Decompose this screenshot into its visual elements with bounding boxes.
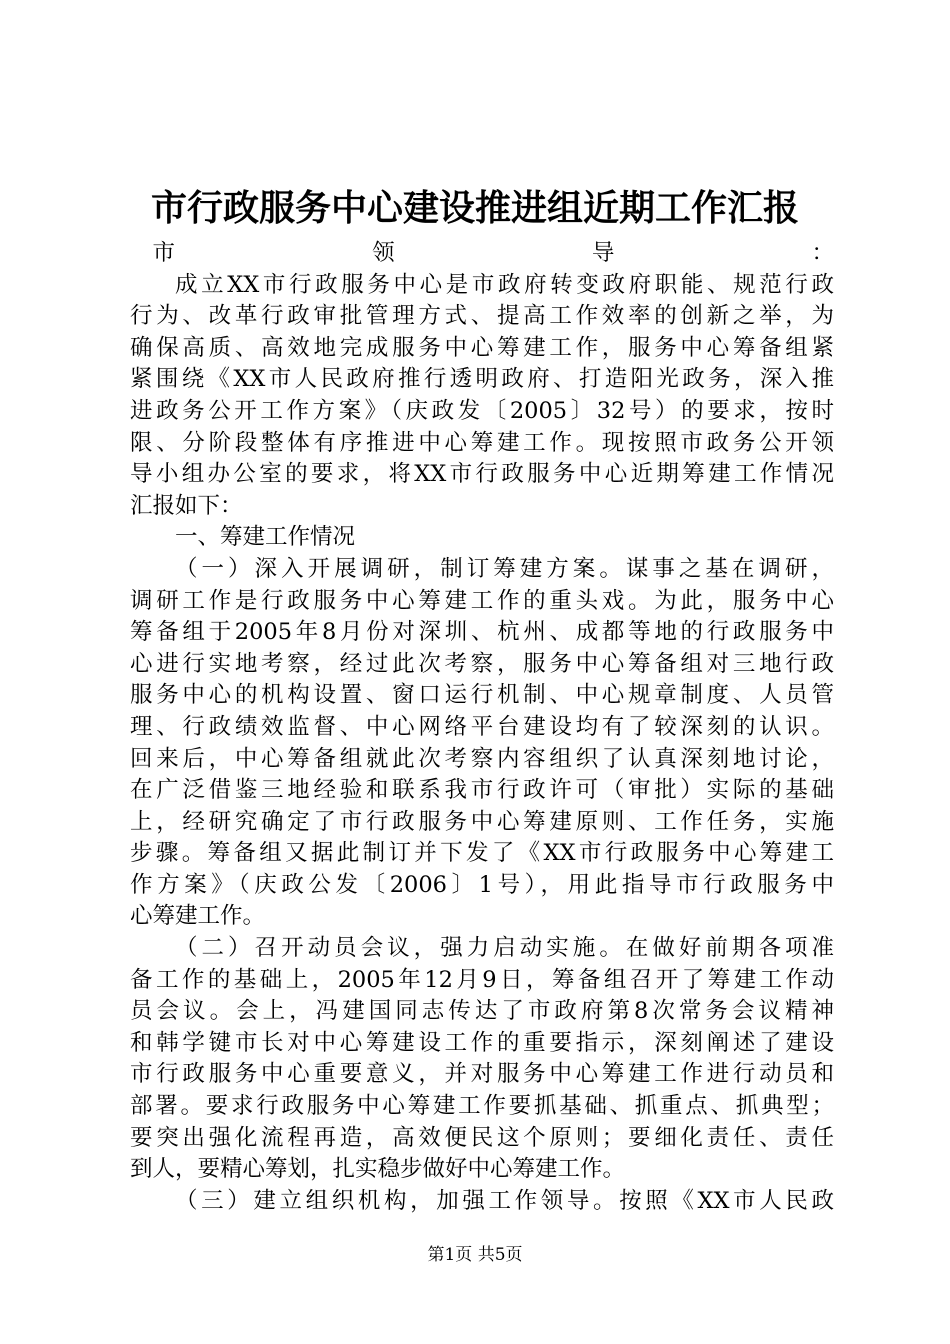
text-line: 心筹建工作。 — [130, 903, 266, 930]
text-line: 部署。要求行政服务中心筹建工作要抓基础、抓重点、抓典型； — [130, 1093, 834, 1120]
text-line: 理、行政绩效监督、中心网络平台建设均有了较深刻的认识。 — [130, 713, 834, 740]
text-line: 备工作的基础上，2005年12月9日，筹备组召开了筹建工作动 — [130, 966, 834, 993]
text-line: 调研工作是行政服务中心筹建工作的重头戏。为此，服务中心 — [130, 587, 834, 614]
text-line: 紧围绕《XX市人民政府推行透明政府、打造阳光政务，深入推 — [130, 366, 834, 393]
text-line: 要突出强化流程再造，高效便民这个原则；要细化责任、责任 — [130, 1124, 834, 1151]
text-line: 导小组办公室的要求，将XX市行政服务中心近期筹建工作情况 — [130, 461, 834, 488]
text-line: 上，经研究确定了市行政服务中心筹建原则、工作任务，实施 — [130, 808, 834, 835]
text-line: 汇报如下： — [130, 492, 243, 519]
text-line: 到人，要精心筹划，扎实稳步做好中心筹建工作。 — [130, 1156, 626, 1183]
text-line: 一、筹建工作情况 — [175, 524, 356, 551]
document-title: 市行政服务中心建设推进组近期工作汇报 — [150, 187, 799, 229]
text-line: 在广泛借鉴三地经验和联系我市行政许可（审批）实际的基础 — [130, 777, 834, 804]
text-line: 心进行实地考察，经过此次考察，服务中心筹备组对三地行政 — [130, 650, 834, 677]
text-line: 成立XX市行政服务中心是市政府转变政府职能、规范行政 — [175, 271, 834, 298]
text-line: （二）召开动员会议，强力启动实施。在做好前期各项准 — [175, 935, 834, 962]
document-body — [130, 238, 834, 1217]
text-line: 作方案》（庆政公发〔2006〕1号），用此指导市行政服务中 — [130, 871, 834, 898]
text-line: 行为、改革行政审批管理方式、提高工作效率的创新之举，为 — [130, 303, 834, 330]
text-line: 和韩学键市长对中心筹建设工作的重要指示，深刻阐述了建设 — [130, 1029, 834, 1056]
text-line: （一）深入开展调研，制订筹建方案。谋事之基在调研， — [175, 555, 834, 582]
page-footer: 第1页 共5页 — [427, 1245, 523, 1265]
text-line: 筹备组于2005年8月份对深圳、杭州、成都等地的行政服务中 — [130, 619, 834, 646]
text-line: 市领导： — [152, 240, 834, 266]
text-line: 进政务公开工作方案》（庆政发〔2005〕32号）的要求，按时 — [130, 397, 834, 424]
text-line: 确保高质、高效地完成服务中心筹建工作，服务中心筹备组紧 — [130, 334, 834, 361]
text-line: 限、分阶段整体有序推进中心筹建工作。现按照市政务公开领 — [130, 429, 834, 456]
text-line: （三）建立组织机构，加强工作领导。按照《XX市人民政 — [175, 1187, 834, 1214]
text-line: 服务中心的机构设置、窗口运行机制、中心规章制度、人员管 — [130, 682, 834, 709]
text-line: 市行政服务中心重要意义，并对服务中心筹建工作进行动员和 — [130, 1061, 834, 1088]
text-line: 回来后，中心筹备组就此次考察内容组织了认真深刻地讨论， — [130, 745, 834, 772]
text-line: 员会议。会上，冯建国同志传达了市政府第8次常务会议精神 — [130, 998, 834, 1025]
text-line: 步骤。筹备组又据此制订并下发了《XX市行政服务中心筹建工 — [130, 840, 834, 867]
